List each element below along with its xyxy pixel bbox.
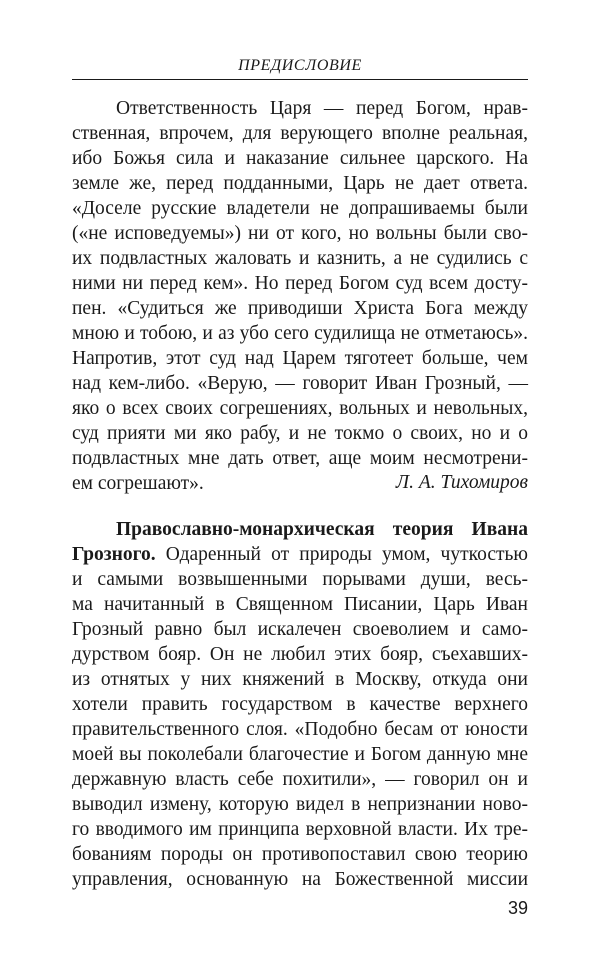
paragraph1-line: («не исповедуемы») ни от кого, но вольны были сво- bbox=[72, 223, 528, 244]
paragraph2-heading-line bbox=[116, 518, 528, 542]
paragraph2-line: ма начитанный в Священном Писании, Царь Иван bbox=[72, 594, 528, 615]
paragraph2-line-text: Одаренный от природы умом, чуткостью bbox=[155, 544, 528, 565]
paragraph1-line: ними ни перед кем». Но перед Богом суд всем досту- bbox=[72, 273, 528, 294]
header-rule bbox=[72, 79, 528, 80]
paragraph2-line: дурством бояр. Он не любил этих бояр, съехавших- bbox=[72, 644, 528, 665]
section-heading-end: Грозного. bbox=[72, 544, 156, 565]
paragraph2-line: из отнятых у них княжений в Москву, откуда они bbox=[72, 669, 528, 690]
paragraph1-line: «Доселе русские владетели не допрашиваемы были bbox=[72, 198, 528, 219]
paragraph1-line: их подвластных жаловать и казнить, а не судились с bbox=[72, 248, 528, 269]
paragraph2-line bbox=[72, 543, 528, 567]
paragraph1-line: мною и тобою, и аз убо сего судилища не отметаюсь». bbox=[72, 323, 528, 344]
section-heading: Православно-монархическая теория Ивана bbox=[116, 519, 528, 540]
paragraph1-line: Ответственность Царя — перед Богом, нрав- bbox=[116, 98, 528, 119]
paragraph1-line: ем согрешают». bbox=[72, 473, 204, 494]
paragraph2-line: державную власть себе похитили», — говорил он и bbox=[72, 769, 528, 790]
paragraph2-line: Грозный равно был искалечен своеволием и само- bbox=[72, 619, 528, 640]
author-signature: Л. А. Тихомиров bbox=[395, 472, 528, 493]
paragraph2-line: хотели править государством в качестве верхнего bbox=[72, 694, 528, 715]
running-header: ПРЕДИСЛОВИЕ bbox=[238, 57, 362, 74]
paragraph1-line: земле же, перед подданными, Царь не дает ответа. bbox=[72, 173, 528, 194]
paragraph2-line: выводил измену, которую видел в непризнании ново- bbox=[72, 794, 528, 815]
paragraph2-line: управления, основанную на Божественной миссии bbox=[72, 869, 528, 890]
paragraph1-line: яко о всех своих согрешениях, вольных и невольных, bbox=[72, 398, 528, 419]
paragraph1-line: подвластных мне дать ответ, аще моим несмотрени- bbox=[72, 448, 528, 469]
paragraph2-line: го вводимого им принципа верховной власти. Их тре- bbox=[72, 819, 528, 840]
paragraph1-line: ственная, впрочем, для верующего вполне реальная, bbox=[72, 123, 528, 144]
paragraph2-line: бованиям породы он противопоставил свою теорию bbox=[72, 844, 528, 865]
paragraph1-line: пен. «Судиться же приводиши Христа Бога между bbox=[72, 298, 528, 319]
paragraph1-line: суд прияти ми яко рабу, и не токмо о своих, но и о bbox=[72, 423, 528, 444]
paragraph2-line: и самыми возвышенными порывами души, весь- bbox=[72, 569, 528, 590]
paragraph1-line: над кем-либо. «Верую, — говорит Иван Грозный, — bbox=[72, 373, 528, 394]
page-number: 39 bbox=[507, 898, 528, 918]
paragraph1-line: Напротив, этот суд над Царем тяготеет больше, чем bbox=[72, 348, 528, 369]
paragraph2-line: правительственного слоя. «Подобно бесам от юности bbox=[72, 719, 528, 740]
paragraph2-line: моей вы поколебали благочестие и Богом данную мне bbox=[72, 744, 528, 765]
paragraph1-line: ибо Божья сила и наказание сильнее царского. На bbox=[72, 148, 528, 169]
